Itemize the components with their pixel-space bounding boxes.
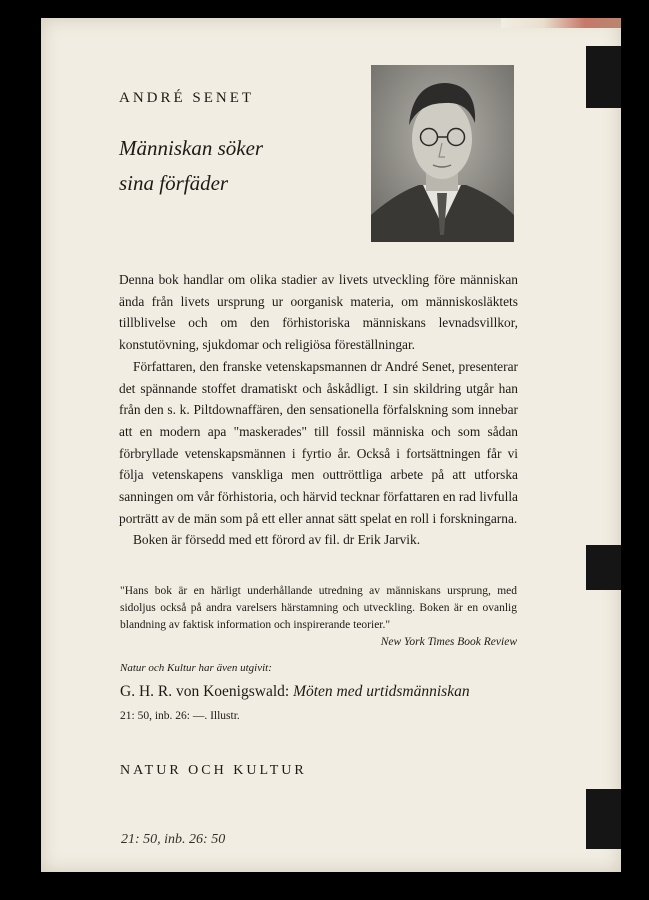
black-spine-strip	[586, 789, 621, 849]
also-published-title: Möten med urtidsmänniskan	[293, 683, 470, 700]
review-quote	[120, 583, 517, 651]
quote-text: "Hans bok är en härligt underhållande utredning av människans ursprung, med sidoljus också på andra varelsers härstamning och utveckling. Boken är en ovanlig blandning av faktisk information och inspirerande teorier."	[120, 585, 517, 631]
description-paragraph: Författaren, den franske vetenskapsmannen dr André Senet, presenterar det spännande stoffet dramatiskt och åskådligt. I sin skildring utgår han från den s. k. Piltdownaffären, den sensationella förfalskning som innebar att en modern apa "maskerades" till fossil människa och som sådan förbryllade vetenskapsmännen i fyrtio år. Också i fortsättningen får vi följa vetenskapens vanskliga men outtröttliga arbete på att utforska sanningen om vår förhistoria, och härvid tecknar författaren en rad livfulla porträtt av de män som på ett eller annat sätt spelat en roll i forskningarna.	[119, 358, 518, 526]
book-title	[119, 131, 263, 201]
also-published-price: 21: 50, inb. 26: —. Illustr.	[120, 710, 240, 722]
publisher-name: NATUR OCH KULTUR	[120, 763, 307, 778]
description-paragraph: Boken är försedd med ett förord av fil. dr Erik Jarvik.	[133, 532, 421, 548]
author-photo	[371, 65, 514, 242]
black-spine-strip	[586, 545, 621, 590]
also-published-label: Natur och Kultur har även utgivit:	[120, 662, 272, 674]
title-line: sina förfäder	[119, 171, 229, 195]
description-text	[119, 269, 518, 551]
torn-edge	[501, 18, 621, 28]
also-published-author: G. H. R. von Koenigswald:	[120, 683, 290, 700]
author-name: ANDRÉ SENET	[119, 90, 255, 106]
title-line: Människan söker	[119, 136, 264, 160]
book-price: 21: 50, inb. 26: 50	[121, 832, 226, 847]
quote-source: New York Times Book Review	[380, 636, 517, 648]
black-spine-strip	[586, 46, 621, 108]
book-back-cover	[41, 18, 621, 872]
description-paragraph: Denna bok handlar om olika stadier av livets utveckling före människan ända från livets ursprung ur oorganisk materia, om människosläktets tillblivelse och om den förhistoriska människans levnadsvillkor, konstutövning, sjukdomar och religiösa föreställningar.	[119, 272, 518, 353]
also-published-book	[120, 683, 470, 701]
